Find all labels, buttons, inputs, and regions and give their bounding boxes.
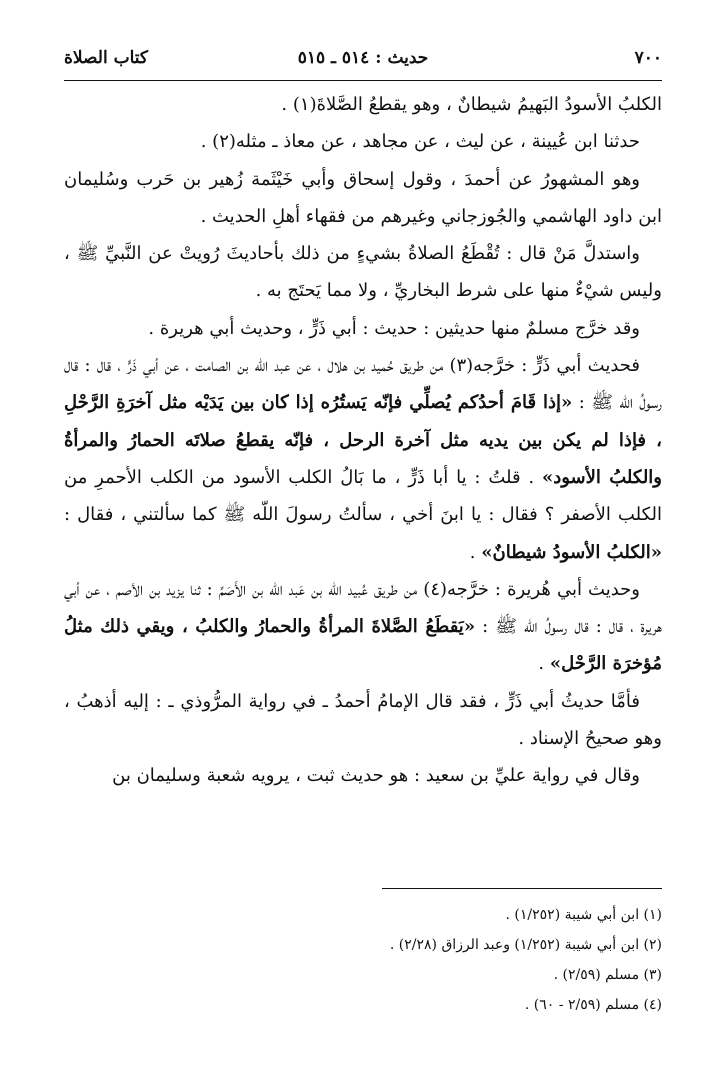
footnote-1: (١) ابن أبي شيبة (١/٢٥٢) . [505, 907, 662, 923]
paragraph [64, 161, 662, 236]
text-run: وهو المشهورُ عن أحمدَ ، وقول إسحاق وأبي خَيْثَمة زُهير بن حَرب وسُليمان ابن داود الهاشمي والجُوزجاني وغيرهم من فقهاء أهلِ الحديث . [64, 168, 662, 227]
paragraph [64, 683, 662, 758]
text-run: حدثنا ابن عُيينة ، عن ليث ، عن مجاهد ، عن معاذ ـ مثله(٢) . [200, 131, 640, 153]
text-run: وحديث أبي هُريرة : خرَّجه(٤) من طريق عُبيد اللّه بن عَبد اللّه بن الأَصَمِّ : ثنا يزيد بن الأصم ، عن أبي هريرة ، قال : قال رسولُ اللّه ﷺ : [64, 578, 662, 638]
text-run: فحديث أبي ذَرٍّ : خرَّجه(٣) من طريق حُميد بن هلال ، عن عبد اللّه بن الصامت ، عن أبي ذَرٍّ ، قال : قال رسولُ اللّه ﷺ : [64, 355, 662, 414]
text-run: . [469, 541, 482, 563]
main-text [64, 86, 662, 878]
hadith-range: حديث : ٥١٤ ـ ٥١٥ [297, 48, 429, 68]
hadith-quote: «الكلبُ الأسودُ شيطانٌ» [481, 541, 662, 563]
paragraph [64, 571, 662, 683]
page-number: ٧٠٠ [634, 48, 662, 68]
hadith-quote: «إذا قَامَ أحدُكم يُصلِّي فإنّه يَستُرُه إذا كان بين يَدَيْه مثل آخرَةِ الرَّحْلِ ، فإذا لم يكن بين يديه مثل آخرة الرحل ، فإنّه يقطعُ صلاتَه الحمارُ والمرأةُ والكلبُ الأسود» [64, 392, 662, 488]
book-title: كتاب الصلاة [64, 48, 149, 68]
header-rule [64, 80, 662, 81]
text-run: واستدلَّ مَنْ قال : تُقْطَعُ الصلاةُ بشيءٍ من ذلك بأحاديثَ رُويتْ عن النَّبيِّ ﷺ ، وليس شيْءٌ منها على شرط البخاريِّ ، ولا مما يَحتَج به . [64, 243, 662, 302]
footnote-rule [382, 888, 662, 889]
text-run: . [538, 653, 550, 675]
text-run: الكلبُ الأسودُ البَهيمُ شيطانٌ ، وهو يقطعُ الصَّلاةَ(١) . [281, 94, 662, 115]
text-run: فأمَّا حديثُ أبي ذَرٍّ ، فقد قال الإمامُ أحمدُ ـ في رواية المرُّوذي ـ : إليه أذهبُ ، وهو صحيحُ الإسناد . [64, 690, 662, 750]
paragraph [64, 235, 662, 310]
paragraph [64, 86, 662, 123]
paragraph [64, 347, 662, 571]
text-run: . قلتُ : يا أبا ذَرٍّ ، ما بَالُ الكلب الأسود من الكلب الأحمرِ من الكلب الأصفر ؟ فقال : يا ابنَ أخي ، سألتُ رسولَ اللّه ﷺ كما سألتني ، فقال : [64, 466, 662, 526]
footnote-2: (٢) ابن أبي شيبة (١/٢٥٢) وعبد الرزاق (٢/٢٨) . [389, 937, 662, 953]
paragraph [64, 310, 662, 347]
footnotes [64, 900, 662, 1020]
footnote-4: (٤) مسلم (٢/٥٩ - ٦٠) . [524, 997, 662, 1013]
text-run: وقال في رواية عليِّ بن سعيد : هو حديث ثبت ، يرويه شعبة وسليمان بن [112, 765, 640, 787]
footnote-3: (٣) مسلم (٢/٥٩) . [553, 967, 662, 983]
paragraph [64, 123, 662, 160]
paragraph [64, 757, 662, 794]
hadith-quote: «يَقطَعُ الصَّلاةَ المرأةُ والحمارُ والكلبُ ، ويقي ذلك مثلُ مُؤخرَة الرَّحْل» [64, 616, 662, 675]
text-run: وقد خرَّج مسلمٌ منها حديثين : حديث : أبي ذَرٍّ ، وحديث أبي هريرة . [148, 317, 640, 339]
page-header [64, 40, 662, 74]
